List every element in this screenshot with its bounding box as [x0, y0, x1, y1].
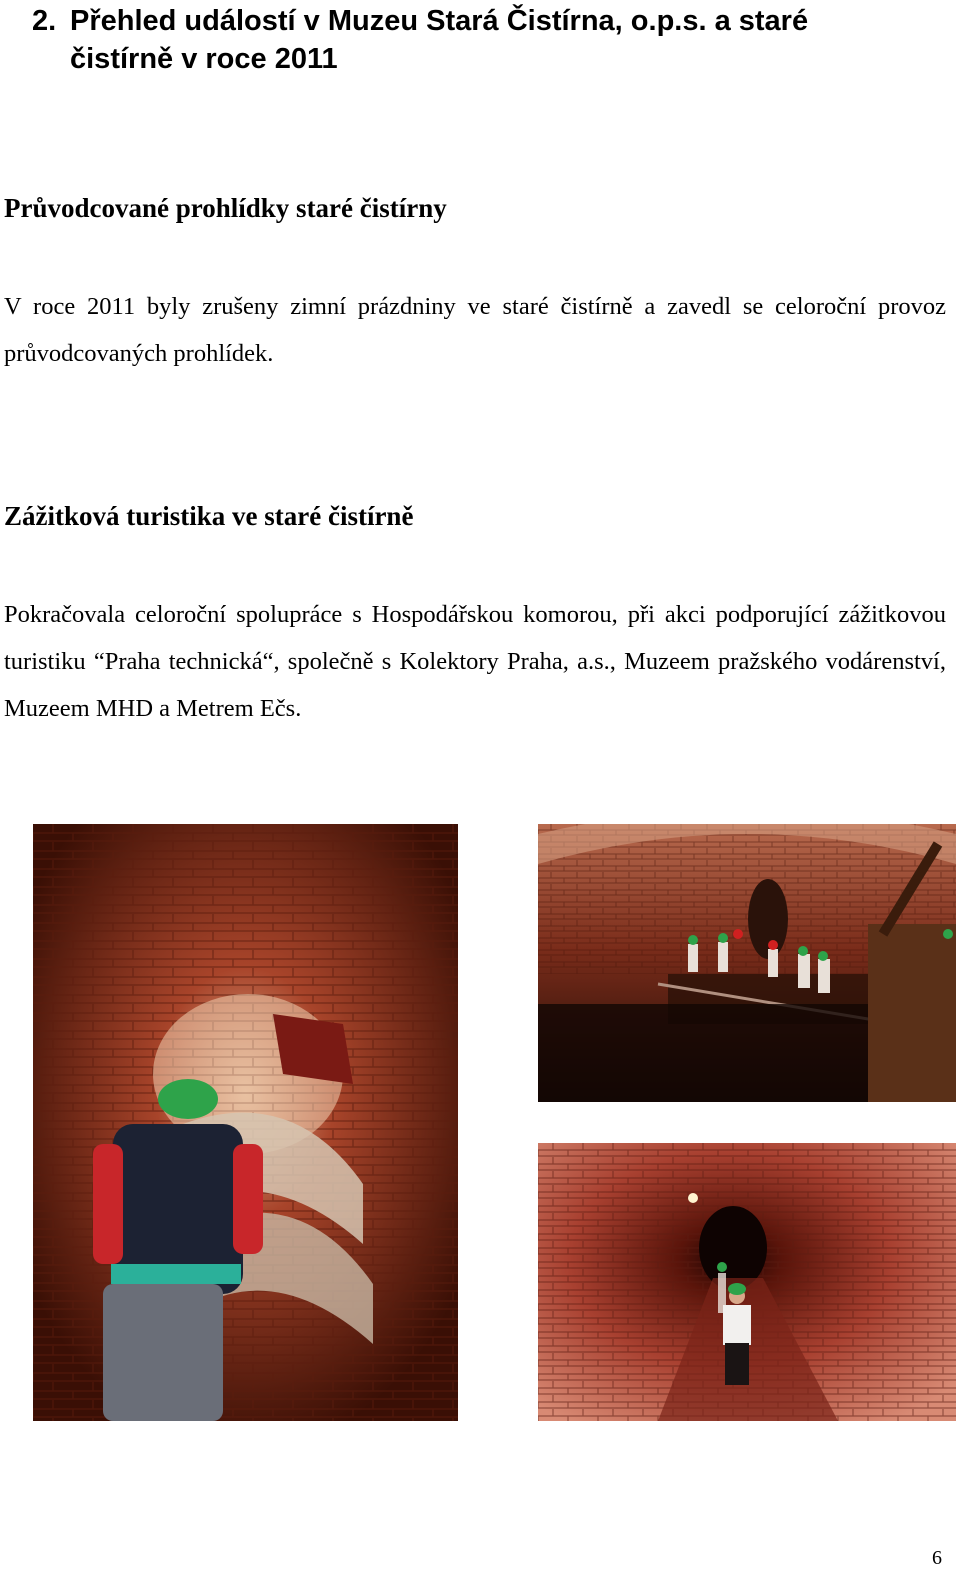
page-number: 6: [932, 1547, 942, 1569]
chapter-title-line2: čistírně v roce 2011: [70, 43, 338, 75]
paragraph-guided-tours: V roce 2011 byly zrušeny zimní prázdniny ve staré čistírně a zavedl se celoroční provoz průvodcovaných prohlídek.: [4, 293, 946, 367]
photo-brick-tunnel-visitor: [538, 1143, 956, 1421]
chapter-number: 2.: [32, 5, 57, 37]
chapter-title: [32, 2, 912, 78]
section-heading-guided-tours: Průvodcované prohlídky staré čistírny: [4, 193, 447, 223]
chapter-title-line1: Přehled událostí v Muzeu Stará Čistírna, o.p.s. a staré: [70, 5, 809, 37]
section-heading-experience-tourism: Zážitková turistika ve staré čistírně: [4, 501, 414, 531]
photo-spiral-staircase: [33, 824, 458, 1421]
photo-underground-hall-group: [538, 824, 956, 1102]
paragraph-experience-tourism: Pokračovala celoroční spolupráce s Hospodářskou komorou, při akci podporující zážitkovou turistiku “Praha technická“, společně s Kolektory Praha, a.s., Muzeem pražského vodárenství, Muzeem MHD a Metrem Ečs.: [4, 601, 946, 722]
